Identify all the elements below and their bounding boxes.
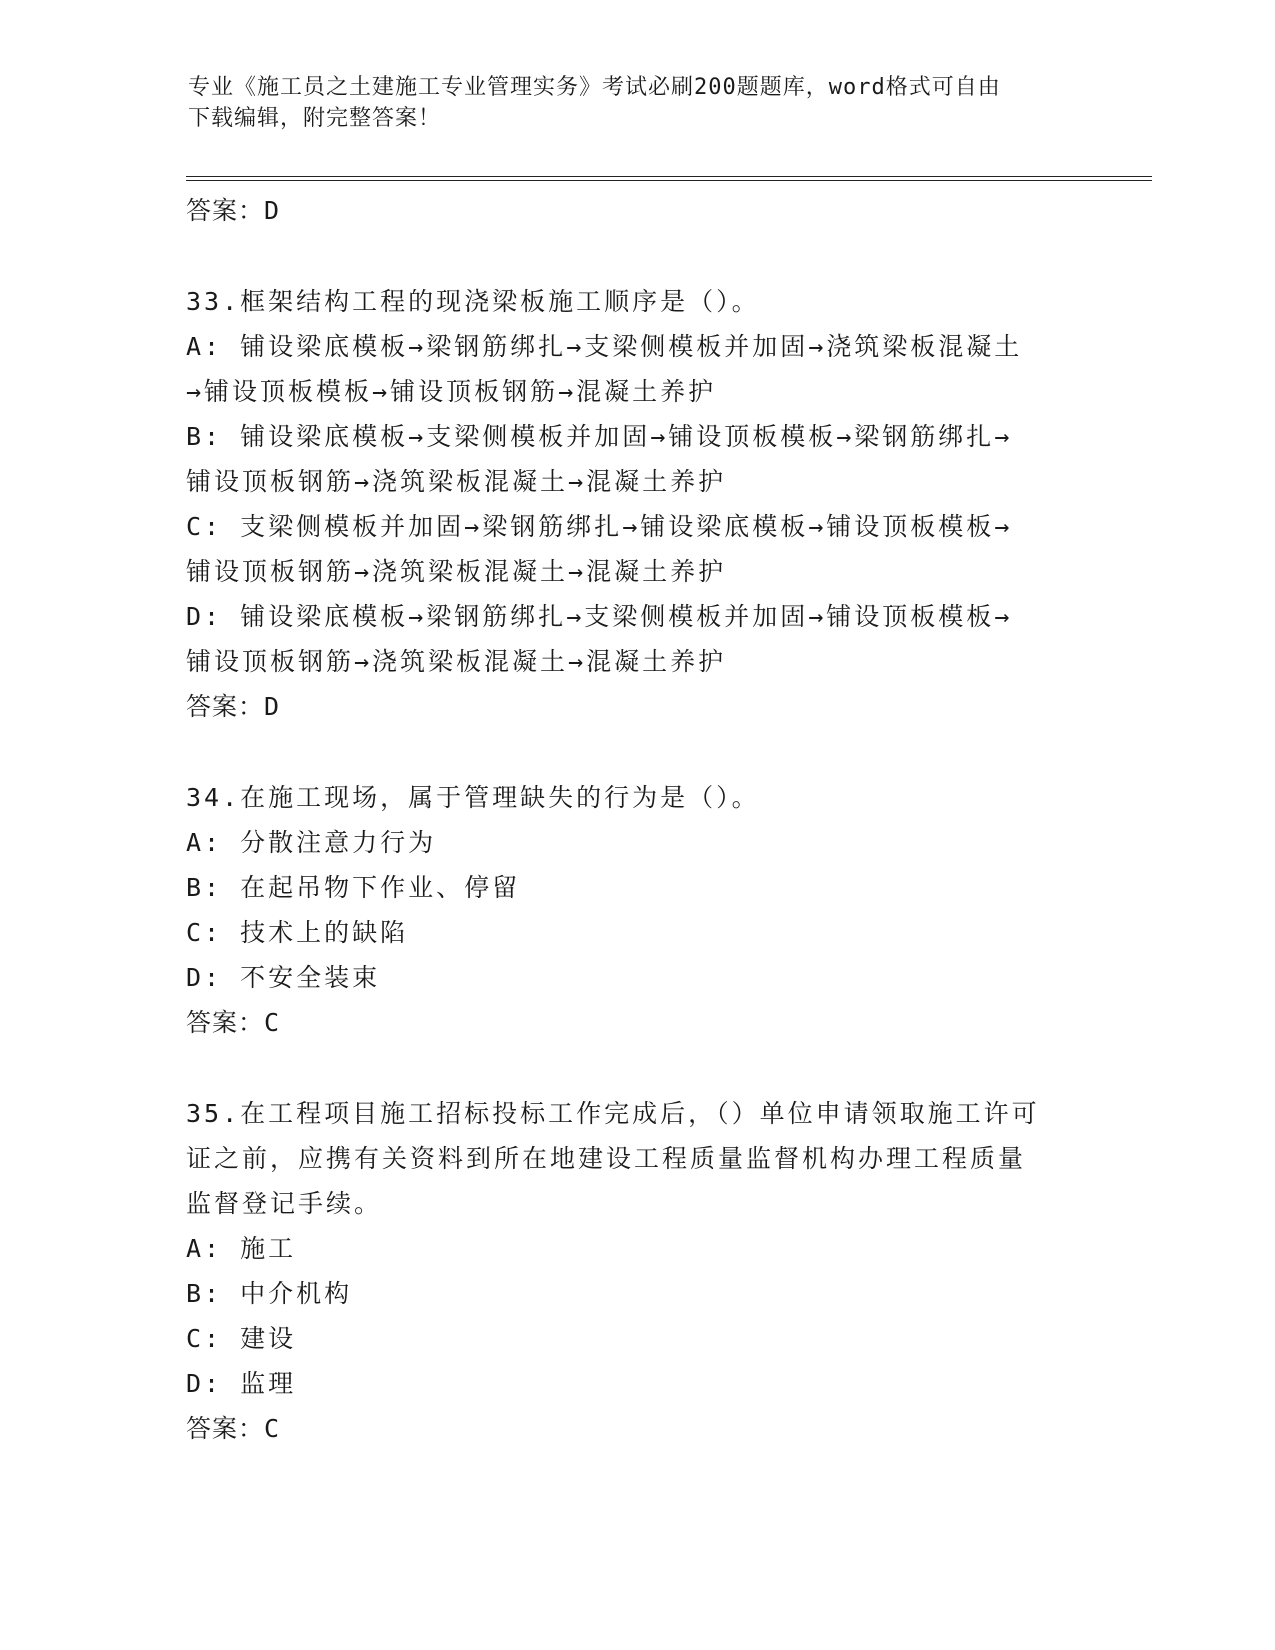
- option-b: B: 中介机构: [186, 1279, 353, 1308]
- question-stem-line-3: 监督登记手续。: [186, 1189, 383, 1218]
- option-b-line-1: B: 铺设梁底模板→支梁侧模板并加固→铺设顶板模板→梁钢筋绑扎→: [186, 422, 1013, 451]
- option-a-line-2: →铺设顶板模板→铺设顶板钢筋→混凝土养护: [186, 377, 717, 406]
- previous-answer: 答案：D: [186, 196, 281, 225]
- option-c-line-1: C: 支梁侧模板并加固→梁钢筋绑扎→铺设梁底模板→铺设顶板模板→: [186, 512, 1013, 541]
- question-list: [186, 188, 1086, 1451]
- question-stem: 33.框架结构工程的现浇梁板施工顺序是（）。: [186, 287, 760, 316]
- option-a-line-1: A: 铺设梁底模板→梁钢筋绑扎→支梁侧模板并加固→浇筑梁板混凝土: [186, 332, 1023, 361]
- option-b-line-2: 铺设顶板钢筋→浇筑梁板混凝土→混凝土养护: [186, 467, 727, 496]
- spacer: [186, 729, 1086, 775]
- option-c: C: 建设: [186, 1324, 297, 1353]
- document-header: [188, 72, 1068, 134]
- question-block-33: [186, 279, 1086, 729]
- header-line-2: 下载编辑，附完整答案！: [188, 106, 442, 131]
- answer-33: 答案：D: [186, 692, 281, 721]
- option-d-line-2: 铺设顶板钢筋→浇筑梁板混凝土→混凝土养护: [186, 647, 727, 676]
- option-b: B: 在起吊物下作业、停留: [186, 873, 521, 902]
- question-block-34: [186, 775, 1086, 1045]
- option-c-line-2: 铺设顶板钢筋→浇筑梁板混凝土→混凝土养护: [186, 557, 727, 586]
- answer-34: 答案：C: [186, 1008, 281, 1037]
- header-rule-lower: [186, 180, 1152, 181]
- header-rule-upper: [186, 176, 1152, 177]
- spacer: [186, 233, 1086, 279]
- question-block-35: [186, 1091, 1086, 1451]
- spacer: [186, 1045, 1086, 1091]
- option-c: C: 技术上的缺陷: [186, 918, 409, 947]
- question-stem: 34.在施工现场，属于管理缺失的行为是（）。: [186, 783, 760, 812]
- question-stem-line-1: 35.在工程项目施工招标投标工作完成后，（）单位申请领取施工许可: [186, 1099, 1040, 1128]
- option-a: A: 分散注意力行为: [186, 828, 437, 857]
- option-a: A: 施工: [186, 1234, 297, 1263]
- option-d: D: 监理: [186, 1369, 297, 1398]
- header-line-1: 专业《施工员之土建施工专业管理实务》考试必刷200题题库，word格式可自由: [188, 75, 1001, 100]
- option-d-line-1: D: 铺设梁底模板→梁钢筋绑扎→支梁侧模板并加固→铺设顶板模板→: [186, 602, 1013, 631]
- question-stem-line-2: 证之前，应携有关资料到所在地建设工程质量监督机构办理工程质量: [186, 1144, 1027, 1173]
- option-d: D: 不安全装束: [186, 963, 381, 992]
- answer-35: 答案：C: [186, 1414, 281, 1443]
